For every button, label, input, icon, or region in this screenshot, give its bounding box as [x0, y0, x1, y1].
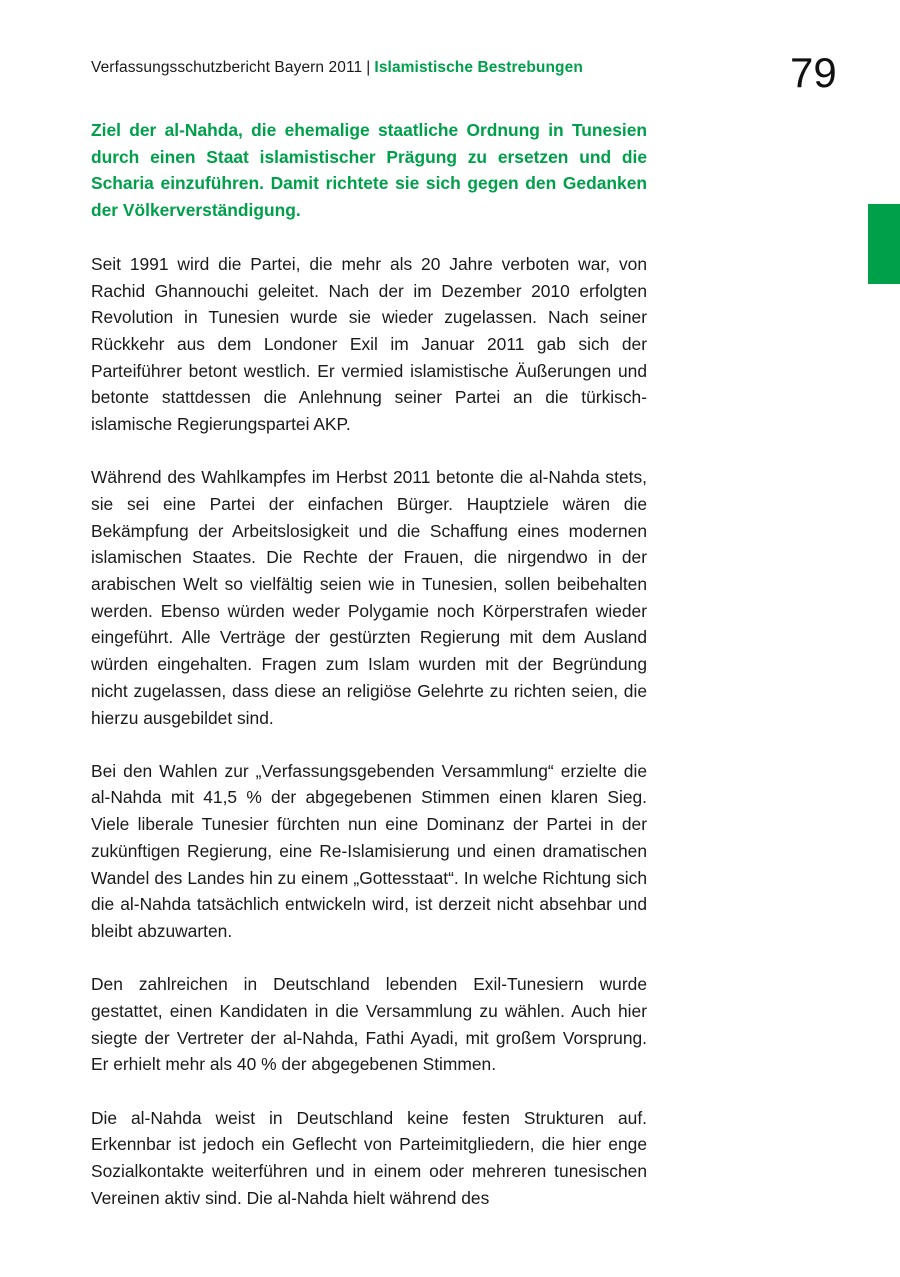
page-number: 79: [790, 49, 837, 96]
section-title: Islamistische Bestrebungen: [374, 59, 583, 76]
running-header: [91, 59, 583, 77]
body-paragraph-1: Seit 1991 wird die Partei, die mehr als 20 Jahre verboten war, von Rachid Ghannouchi geleitet. Nach der im Dezember 2010 erfolgten Revolution in Tunesien wurde sie wieder zugelassen. Nach seiner Rückkehr aus dem Londoner Exil im Januar 2011 gab sich der Parteiführer betont westlich. Er vermied islamistische Äußerungen und betonte stattdessen die Anlehnung seiner Partei an die türkisch-islamische Regierungspartei AKP.: [91, 253, 647, 435]
page-body: [91, 117, 647, 1211]
body-paragraph-3: Bei den Wahlen zur „Verfassungsgebenden Versammlung“ erzielte die al-Nahda mit 41,5 % der abgegebenen Stimmen einen klaren Sieg. Viele liberale Tunesier fürchten nun eine Dominanz der Partei in der zukünftigen Regierung, eine Re-Islamisierung und einen dramatischen Wandel des Landes hin zu einem „Gottesstaat“. In welche Richtung sich die al-Nahda tatsächlich entwickeln wird, ist derzeit nicht absehbar und bleibt abzuwarten.: [91, 760, 647, 941]
lead-paragraph: Ziel der al-Nahda, die ehemalige staatliche Ordnung in Tunesien durch einen Staat islamistischer Prägung zu ersetzen und die Scharia einzuführen. Damit richtete sie sich gegen den Gedanken der Völkerverständigung.: [91, 120, 647, 221]
header-separator: |: [366, 59, 371, 76]
publication-title: Verfassungsschutzbericht Bayern 2011: [91, 59, 363, 76]
body-paragraph-4: Den zahlreichen in Deutschland lebenden Exil-Tunesiern wurde gestattet, einen Kandidaten in die Versammlung zu wählen. Auch hier siegte der Vertreter der al-Nahda, Fathi Ayadi, mit großem Vorsprung. Er erhielt mehr als 40 % der abgegebenen Stimmen.: [91, 974, 647, 1075]
chapter-thumb-tab: [868, 204, 900, 284]
body-paragraph-5: Die al-Nahda weist in Deutschland keine festen Strukturen auf. Erkennbar ist jedoch ein Geflecht von Parteimitgliedern, die hier enge Sozialkontakte weiterführen und in einem oder mehreren tunesischen Vereinen aktiv sind. Die al-Nahda hielt während des: [91, 1107, 647, 1208]
body-paragraph-2: Während des Wahlkampfes im Herbst 2011 betonte die al-Nahda stets, sie sei eine Partei der einfachen Bürger. Hauptziele wären die Bekämpfung der Arbeitslosigkeit und die Schaffung eines modernen islamischen Staates. Die Rechte der Frauen, die nirgendwo in der arabischen Welt so vielfältig seien wie in Tunesien, sollen beibehalten werden. Ebenso würden weder Polygamie noch Körperstrafen wieder eingeführt. Alle Verträge der gestürzten Regierung mit dem Ausland würden eingehalten. Fragen zum Islam wurden mit der Begründung nicht zugelassen, dass diese an religiöse Gelehrte zu richten seien, die hierzu ausgebildet sind.: [91, 467, 647, 728]
